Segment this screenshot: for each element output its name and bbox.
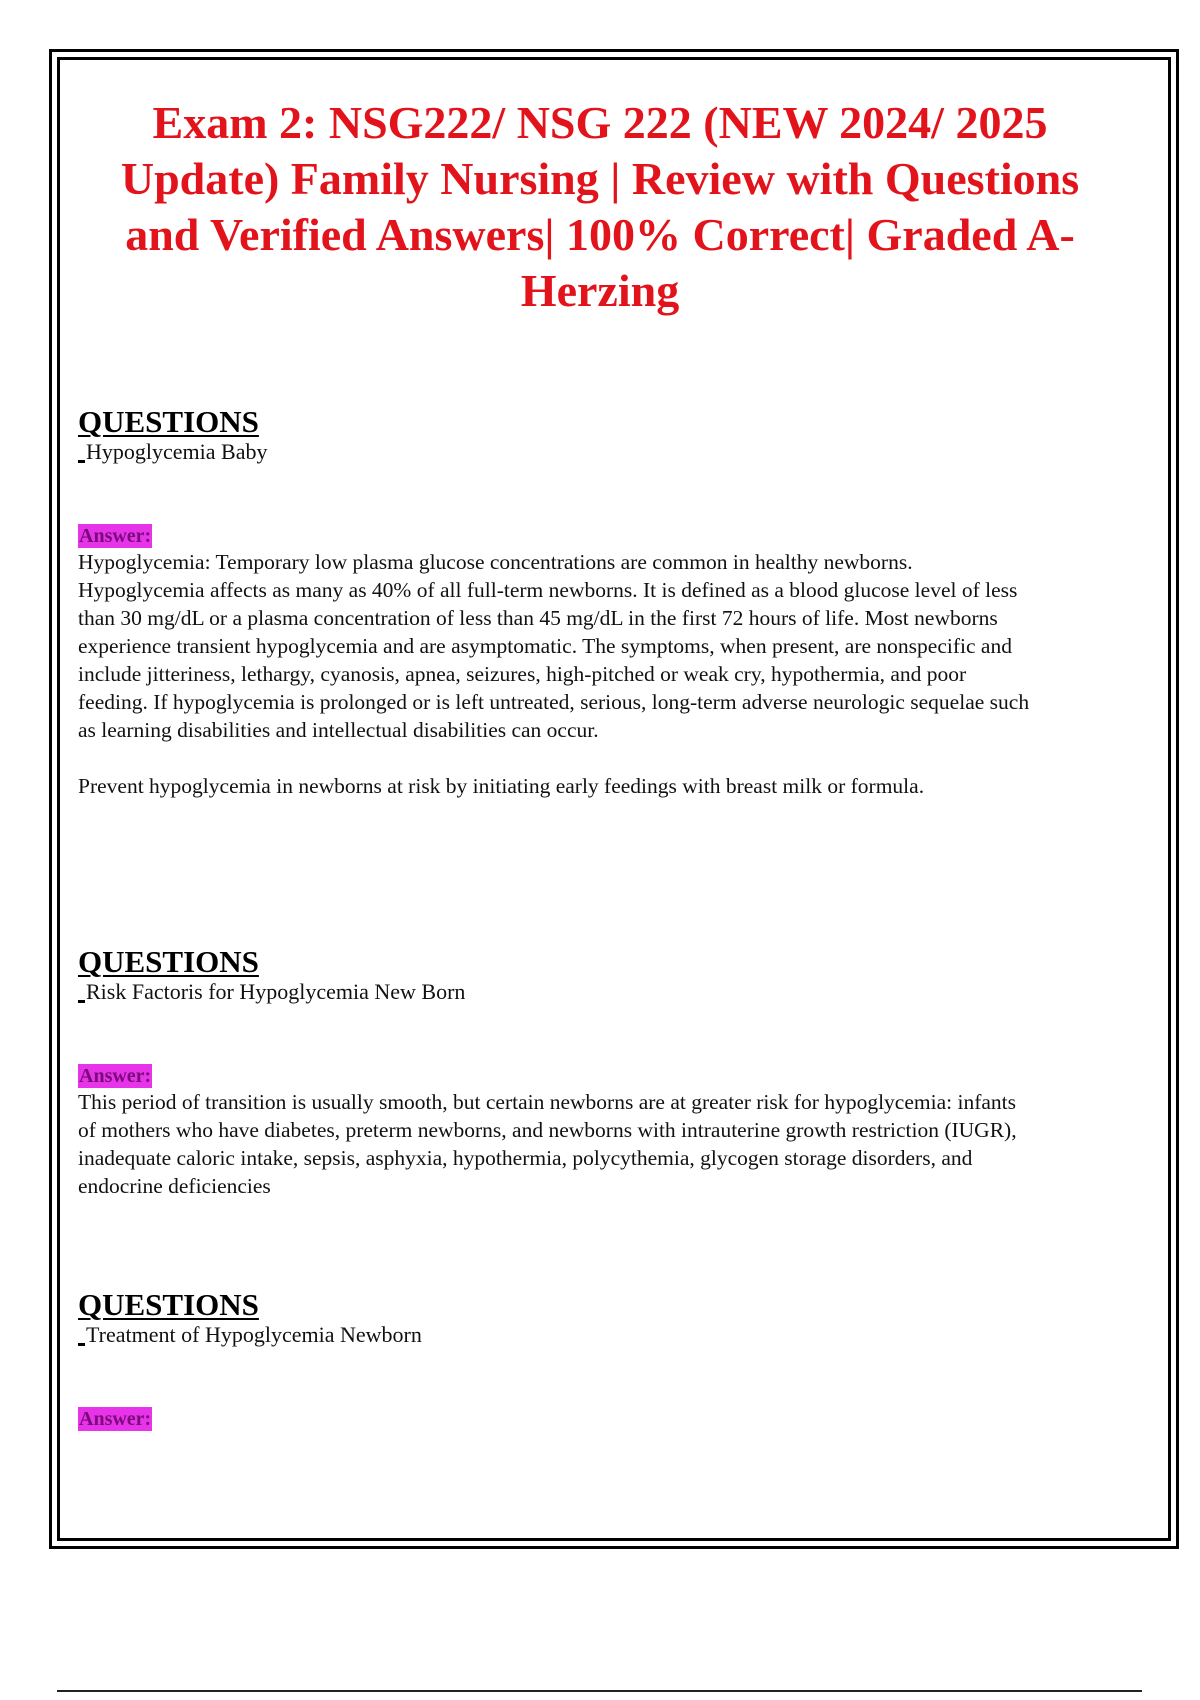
question-text xyxy=(78,439,1088,465)
question-text xyxy=(78,1322,1088,1348)
answer-paragraph: This period of transition is usually smooth, but certain newborns are at greater risk for hypoglycemia: infants of mothers who have diabetes, preterm newborns, and newborns with intrauterine growth restriction (IUGR), inadequate caloric intake, sepsis, asphyxia, hypothermia, polycythemia, glycogen storage disorders, and endocrine deficiencies xyxy=(78,1090,1017,1198)
answer-label: Answer: xyxy=(79,1408,152,1430)
answer-label: Answer: xyxy=(79,1065,152,1087)
question-block xyxy=(78,405,1088,465)
questions-heading: QUESTIONS xyxy=(78,404,259,439)
answer-block xyxy=(78,1064,1088,1200)
question-block xyxy=(78,945,1088,1005)
question-marker xyxy=(78,460,85,463)
question-marker xyxy=(78,1343,85,1346)
question-label: Risk Factoris for Hypoglycemia New Born xyxy=(86,979,466,1004)
question-label: Hypoglycemia Baby xyxy=(86,439,268,464)
question-label: Treatment of Hypoglycemia Newborn xyxy=(86,1322,422,1347)
question-marker xyxy=(78,1000,85,1003)
bottom-divider xyxy=(57,1690,1142,1692)
question-block xyxy=(78,1288,1088,1348)
document-title: Exam 2: NSG222/ NSG 222 (NEW 2024/ 2025 Update) Family Nursing | Review with Questions and Verified Answers| 100% Correct| Graded A- Herzing xyxy=(120,97,1080,316)
answer-paragraph: Prevent hypoglycemia in newborns at risk by initiating early feedings with breast milk or formula. xyxy=(78,774,925,798)
question-text xyxy=(78,979,1088,1005)
questions-heading: QUESTIONS xyxy=(78,1287,259,1322)
answer-block xyxy=(78,1407,1088,1431)
questions-heading: QUESTIONS xyxy=(78,944,259,979)
answer-block xyxy=(78,524,1088,800)
answer-paragraph: Hypoglycemia: Temporary low plasma glucose concentrations are common in healthy newborns. Hypoglycemia affects as many as 40% of all full-term newborns. It is defined as a blood glucose level of less than 30 mg/dL or a plasma concentration of less than 45 mg/dL in the first 72 hours of life. Most newborns experience transient hypoglycemia and are asymptomatic. The symptoms, when present, are nonspecific and include jitteriness, lethargy, cyanosis, apnea, seizures, high-pitched or weak cry, hypothermia, and poor feeding. If hypoglycemia is prolonged or is left untreated, serious, long-term adverse neurologic sequelae such as learning disabilities and intellectual disabilities can occur. xyxy=(78,550,1030,742)
answer-label: Answer: xyxy=(79,525,152,547)
